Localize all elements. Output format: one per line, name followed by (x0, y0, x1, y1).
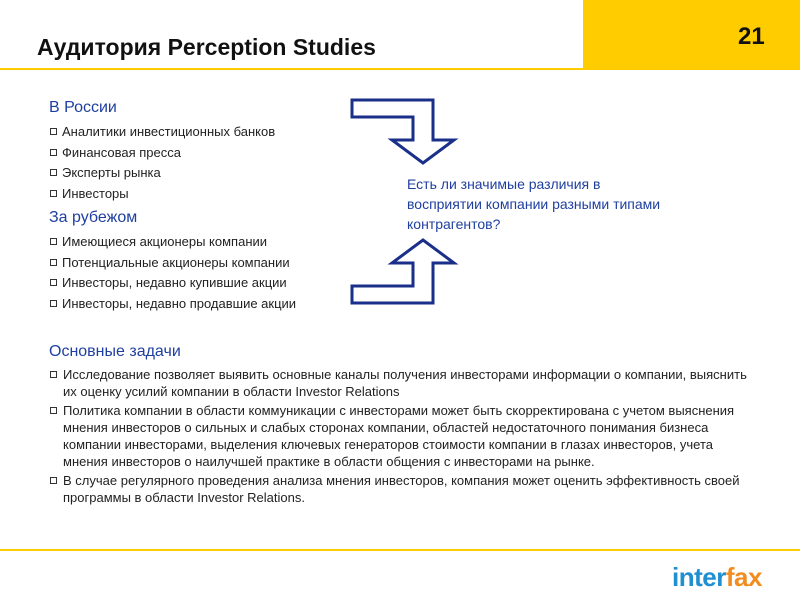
footer-divider (0, 549, 800, 551)
slide-number: 21 (738, 23, 765, 50)
list-item: Инвесторы, недавно купившие акции (49, 273, 296, 294)
tasks-heading: Основные задачи (49, 343, 181, 360)
list-item: Исследование позволяет выявить основные каналы получения инвесторами информации о компании, выяснить их оценку усилий компании в области Investor Relations (49, 366, 759, 400)
list-item: Инвесторы (49, 184, 275, 205)
list-item: Потенциальные акционеры компании (49, 253, 296, 274)
down-arrow-icon (352, 100, 454, 163)
list-item: Финансовая пресса (49, 143, 275, 164)
list-item: Политика компании в области коммуникации с инвесторами может быть скорректирована с учетом выяснения мнения инвесторов о сильных и слабых сторонах компании, областей недостаточного понимания бизнеса компании инвесторами, выделения ключевых генераторов стоимости компании в глазах инвесторов, учета мнения инвесторов о наилучшей практике в области общения с инвесторами на рынке. (49, 402, 759, 470)
list-item: Инвесторы, недавно продавшие акции (49, 294, 296, 315)
list-item: Эксперты рынка (49, 163, 275, 184)
abroad-heading: За рубежом (49, 209, 138, 226)
checkbox-bullet-icon (50, 407, 57, 414)
tasks-list (49, 366, 759, 508)
interfax-logo: interfax (672, 562, 762, 592)
question-text: Есть ли значимые различия в восприятии компании разными типами контрагентов? (407, 176, 661, 232)
checkbox-bullet-icon (50, 477, 57, 484)
slide-title: Аудитория Perception Studies (37, 34, 376, 60)
up-arrow-icon (352, 240, 454, 303)
list-item: Аналитики инвестиционных банков (49, 122, 275, 143)
checkbox-bullet-icon (50, 371, 57, 378)
russia-heading: В России (49, 99, 117, 116)
list-item: В случае регулярного проведения анализа мнения инвесторов, компания может оценить эффективность своей программы в области Investor Relations. (49, 472, 759, 506)
list-item: Имеющиеся акционеры компании (49, 232, 296, 253)
